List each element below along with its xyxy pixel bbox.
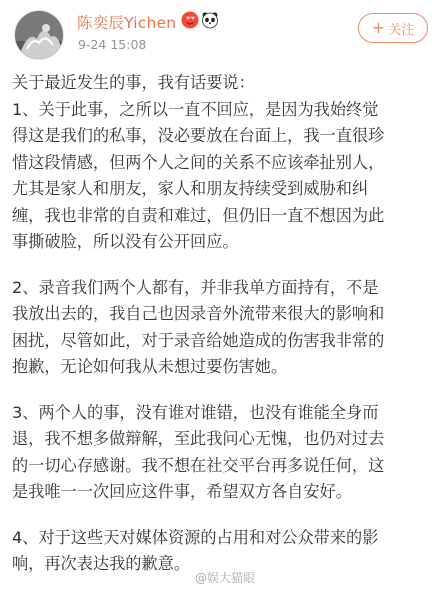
text-line: 是我唯一一次回应这件事，希望双方各自安好。 (12, 482, 352, 501)
text-line: 尤其是家人和朋友，家人和朋友持续受到威胁和纠 (12, 179, 369, 198)
paragraph-gap (12, 506, 432, 525)
text-line: 我放出去的，我自己也因录音外流带来很大的影响和 (12, 304, 385, 323)
follow-button[interactable] (358, 13, 428, 43)
text-line: 抱歉，无论如何我从未想过要伤害她。 (12, 357, 288, 376)
text-line: 困扰，尽管如此，对于录音给她造成的伤害我非常的 (12, 330, 385, 350)
text-line: 惜这段情感，但两个人之间的关系不应该牵扯别人， (12, 152, 385, 172)
red-heart-face-emoji-icon (181, 11, 199, 29)
text-line: 3、两个人的事，没有谁对谁错，也没有谁能全身而 (12, 402, 379, 422)
paragraph-1 (12, 97, 432, 256)
text-line: 响，再次表达我的歉意。 (12, 554, 191, 573)
text-line: 得这是我们的私事，没必要放在台面上，我一直很珍 (12, 126, 385, 145)
follow-label: 关注 (388, 22, 415, 38)
paragraph-3 (12, 400, 432, 506)
watermark: @娱大猫眼 (195, 571, 256, 585)
plus-icon: + (371, 17, 386, 37)
post-content (12, 70, 432, 578)
text-line: 1、关于此事，之所以一直不回应，是因为我始终觉 (12, 99, 379, 119)
text-line: 的一切心存感谢。我不想在社交平台再多说任何，这 (12, 455, 385, 475)
text-line: 2、录音我们两个人都有，并非我单方面持有，不是 (12, 277, 379, 297)
text-line: 关于最近发生的事，我有话要说： (12, 73, 255, 92)
text-line: 事撕破脸，所以没有公开回应。 (12, 232, 239, 251)
paragraph-gap (12, 256, 432, 275)
text-line: 退，我不想多做辩解，至此我问心无愧，也仍对过去 (12, 429, 385, 448)
paragraph-gap (12, 381, 432, 400)
post-header (0, 0, 440, 62)
post-timestamp: 9-24 15:08 (78, 37, 147, 52)
text-line: 缠，我也非常的自责和难过，但仍旧一直不想因为此 (12, 205, 385, 225)
author-name[interactable]: 陈奕辰Yichen (77, 14, 177, 32)
avatar[interactable] (14, 10, 64, 60)
intro-paragraph (12, 70, 432, 97)
text-line: 4、对于这些天对媒体资源的占用和对公众带来的影 (12, 527, 379, 547)
panda-emoji-icon (201, 11, 219, 29)
paragraph-2 (12, 275, 432, 381)
